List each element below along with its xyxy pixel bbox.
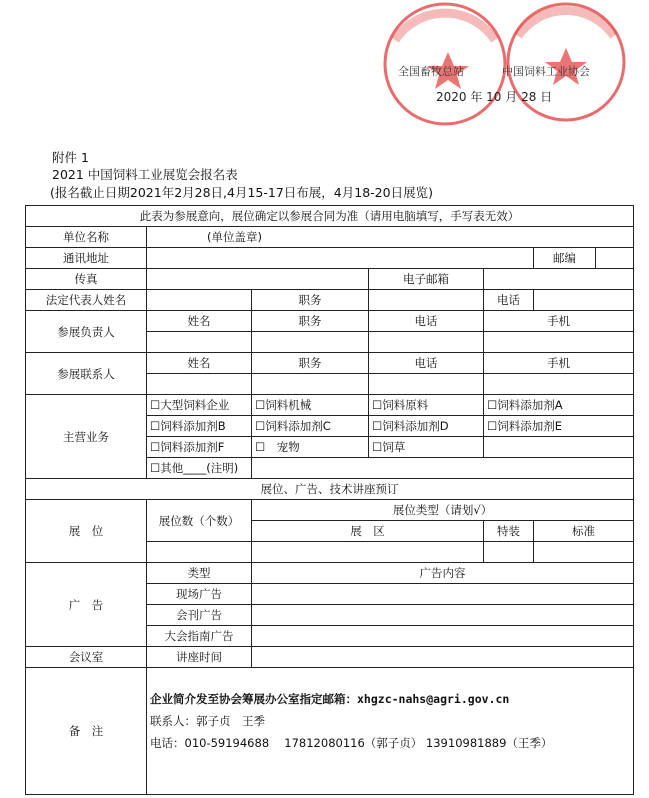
booth-count-label: 展位数（个数） xyxy=(147,500,252,542)
ad-guide-label: 大会指南广告 xyxy=(147,626,252,647)
legal-rep-label: 法定代表人姓名 xyxy=(26,290,147,311)
unit-name-label: 单位名称 xyxy=(26,227,147,248)
standard-field[interactable] xyxy=(534,542,634,563)
business-option[interactable]: ☐饲料原料 xyxy=(369,395,484,416)
ads-label: 广 告 xyxy=(26,563,147,647)
business-option[interactable]: ☐饲料添加剂D xyxy=(369,416,484,437)
legal-rep-position-field[interactable] xyxy=(369,290,484,311)
seal-2-text: 中国饲料工业协会 xyxy=(502,65,590,78)
email-field[interactable] xyxy=(484,269,634,290)
special-field[interactable] xyxy=(484,542,534,563)
business-option[interactable]: ☐饲料添加剂B xyxy=(147,416,252,437)
booth-count-field[interactable] xyxy=(147,542,252,563)
postcode-label: 邮编 xyxy=(534,248,596,269)
business-empty-cell xyxy=(484,437,634,458)
ad-guide-field[interactable] xyxy=(252,626,634,647)
legal-rep-field[interactable] xyxy=(147,290,252,311)
business-option[interactable]: ☐饲料添加剂A xyxy=(484,395,634,416)
seal-1-arc xyxy=(395,13,495,40)
exhibit-contact-position-field[interactable] xyxy=(252,374,369,395)
business-empty-cell xyxy=(252,458,634,479)
email-label: 电子邮箱 xyxy=(369,269,484,290)
ad-journal-field[interactable] xyxy=(252,605,634,626)
legal-rep-phone-label: 电话 xyxy=(484,290,534,311)
main-business-label: 主营业务 xyxy=(26,395,147,479)
legal-rep-position-label: 职务 xyxy=(252,290,369,311)
remarks-label: 备 注 xyxy=(26,668,147,795)
lecture-time-field[interactable] xyxy=(252,647,634,668)
exhibit-head-phone-label: 电话 xyxy=(369,311,484,332)
exhibit-contact-mobile-label: 手机 xyxy=(484,353,634,374)
ad-type-label: 类型 xyxy=(147,563,252,584)
ad-onsite-label: 现场广告 xyxy=(147,584,252,605)
exhibit-contact-phone-label: 电话 xyxy=(369,353,484,374)
remarks-content xyxy=(147,668,634,795)
fax-label: 传真 xyxy=(26,269,147,290)
deadline-note: (报名截止日期2021年2月28日,4月15-17日布展，4月18-20日展览) xyxy=(50,185,433,200)
exhibit-head-position-field[interactable] xyxy=(252,332,369,353)
special-label: 特装 xyxy=(484,521,534,542)
ad-onsite-field[interactable] xyxy=(252,584,634,605)
booth-label: 展 位 xyxy=(26,500,147,563)
business-option[interactable]: ☐其他____(注明) xyxy=(147,458,252,479)
postcode-field[interactable] xyxy=(596,248,634,269)
exhibit-contact-label: 参展联系人 xyxy=(26,353,147,395)
issue-date: 2020 年 10 月 28 日 xyxy=(436,90,553,104)
zone-label: 展 区 xyxy=(252,521,484,542)
lecture-time-label: 讲座时间 xyxy=(147,647,252,668)
exhibit-head-mobile-label: 手机 xyxy=(484,311,634,332)
seals xyxy=(0,0,649,140)
exhibit-head-phone-field[interactable] xyxy=(369,332,484,353)
exhibit-head-mobile-field[interactable] xyxy=(484,332,634,353)
form-title: 2021 中国饲料工业展览会报名表 xyxy=(52,167,238,182)
exhibit-contact-phone-field[interactable] xyxy=(369,374,484,395)
remark-email[interactable]: xhgzc-nahs@agri.gov.cn xyxy=(357,692,510,706)
notice-row: 此表为参展意向，展位确定以参展合同为准（请用电脑填写，手写表无效） xyxy=(26,206,634,227)
exhibit-contact-mobile-field[interactable] xyxy=(484,374,634,395)
exhibit-head-position-label: 职务 xyxy=(252,311,369,332)
booth-type-label: 展位类型（请划√） xyxy=(252,500,634,521)
business-option[interactable]: ☐饲料添加剂F xyxy=(147,437,252,458)
business-option[interactable]: ☐大型饲料企业 xyxy=(147,395,252,416)
business-option[interactable]: ☐饲料机械 xyxy=(252,395,369,416)
exhibit-contact-position-label: 职务 xyxy=(252,353,369,374)
exhibit-head-name-label: 姓名 xyxy=(147,311,252,332)
ad-journal-label: 会刊广告 xyxy=(147,605,252,626)
legal-rep-phone-field[interactable] xyxy=(534,290,634,311)
unit-seal-field[interactable]: (单位盖章) xyxy=(147,227,634,248)
remark-line-2: 联系人：郭子贞 王季 xyxy=(150,714,265,728)
seal-1-text: 全国畜牧总站 xyxy=(398,65,464,78)
meeting-room-label: 会议室 xyxy=(26,647,147,668)
fax-field[interactable] xyxy=(147,269,369,290)
zone-field[interactable] xyxy=(252,542,484,563)
exhibit-head-name-field[interactable] xyxy=(147,332,252,353)
remark-line-1: 企业简介发至协会筹展办公室指定邮箱： xyxy=(150,692,357,706)
standard-label: 标准 xyxy=(534,521,634,542)
exhibit-contact-name-field[interactable] xyxy=(147,374,252,395)
address-field[interactable] xyxy=(147,248,534,269)
exhibit-contact-name-label: 姓名 xyxy=(147,353,252,374)
business-option[interactable]: ☐饲料添加剂E xyxy=(484,416,634,437)
remark-line-3: 电话：010-59194688 17812080116（郭子贞） 13910981889（王季） xyxy=(150,736,553,750)
business-option[interactable]: ☐饲料添加剂C xyxy=(252,416,369,437)
ad-content-label: 广告内容 xyxy=(252,563,634,584)
business-option[interactable]: ☐饲草 xyxy=(369,437,484,458)
address-label: 通讯地址 xyxy=(26,248,147,269)
attachment-label: 附件 1 xyxy=(52,150,89,165)
booking-title: 展位、广告、技术讲座预订 xyxy=(26,479,634,500)
exhibit-head-label: 参展负责人 xyxy=(26,311,147,353)
business-option[interactable]: ☐ 宠物 xyxy=(252,437,369,458)
registration-form xyxy=(25,205,634,795)
